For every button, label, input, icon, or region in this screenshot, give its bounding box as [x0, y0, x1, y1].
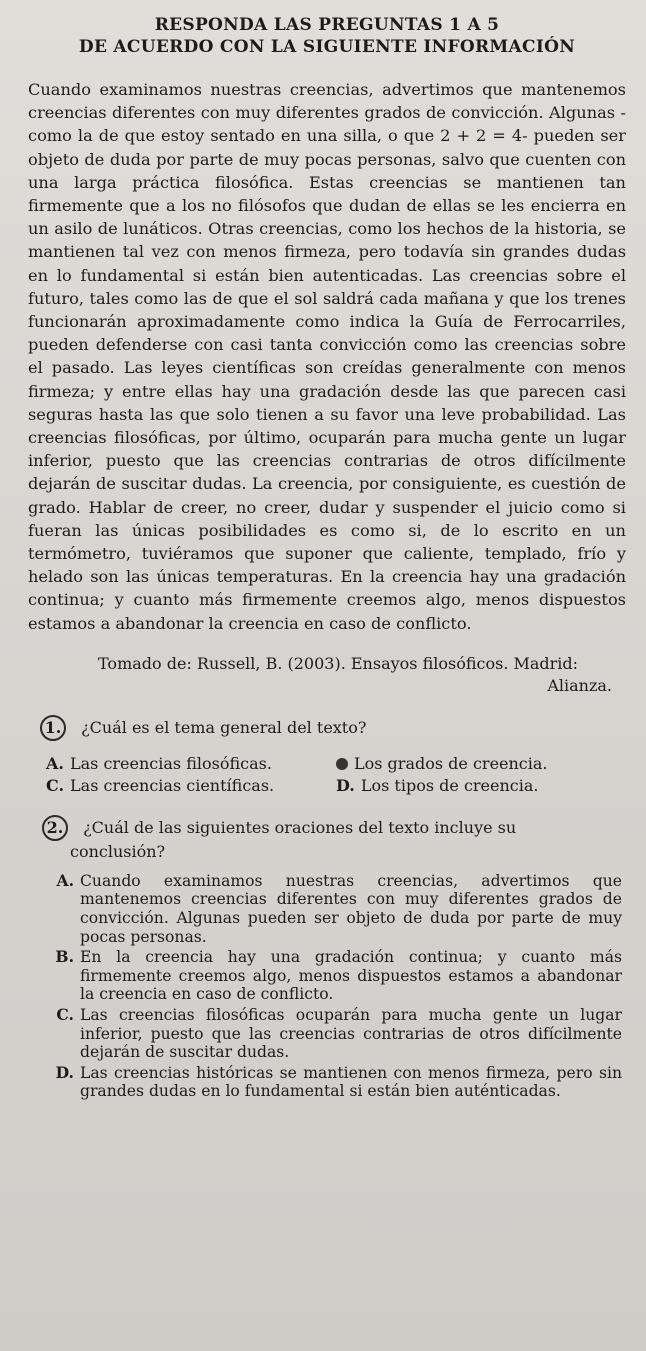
q1-option-a[interactable]: [46, 753, 336, 775]
question-2-options: [28, 872, 626, 1101]
citation-line-1: Tomado de: Russell, B. (2003). Ensayos filosóficos. Madrid:: [98, 653, 579, 673]
question-1-stem: ¿Cuál es el tema general del texto?: [81, 717, 367, 737]
q2-option-d[interactable]: [28, 1064, 626, 1101]
source-citation: [28, 653, 626, 697]
option-text: Cuando examinamos nuestras creencias, advertimos que mantenemos creencias diferentes con muy diferentes grados de convicción. Algunas pueden ser objeto de duda por parte de muy pocas personas.: [80, 871, 622, 946]
option-letter: B.: [55, 947, 74, 967]
question-1-number: 1.: [40, 715, 66, 741]
option-text: Las creencias científicas.: [70, 775, 275, 795]
option-letter: A.: [46, 753, 64, 773]
q1-option-c[interactable]: [46, 775, 336, 797]
option-text: Los tipos de creencia.: [360, 775, 539, 795]
reading-passage: Cuando examinamos nuestras creencias, advertimos que mantenemos creencias diferentes con muy diferentes grados de convicción. Algunas -como la de que estoy sentado en una silla, o que 2 + 2 = 4- pueden ser objeto de duda por parte de muy pocas personas, salvo que cuenten con una larga práctica filosófica. Estas creencias se mantienen tan firmemente que a los no filósofos que dudan de ellas se les encierra en un asilo de lunáticos. Otras creencias, como los hechos de la historia, se mantienen tal vez con menos firmeza, pero todavía sin grandes dudas en lo fundamental si están bien autenticadas. Las creencias sobre el futuro, tales como las de que el sol saldrá cada mañana y que los trenes funcionarán aproximadamente como indica la Guía de Ferrocarriles, pueden defenderse con casi tanta convicción como las creencias sobre el pasado. Las leyes científicas son creídas generalmente con menos firmeza; y entre ellas hay una gradación desde las que parecen casi seguras hasta las que solo tienen a su favor una leve probabilidad. Las creencias filosóficas, por último, ocuparán para mucha gente un lugar inferior, puesto que las creencias contrarias de otros difícilmente dejarán de suscitar dudas. La creencia, por consiguiente, es cuestión de grado. Hablar de creer, no creer, dudar y suspender el juicio como si fueran las únicas posibilidades es como si, de lo escrito en un termómetro, tuviéramos que suponer que caliente, templado, frío y helado son las únicas temperaturas. En la creencia hay una gradación continua; y cuanto más firmemente creemos algo, menos dispuestos estamos a abandonar la creencia en caso de conflicto.: [28, 80, 626, 633]
question-2-stem: ¿Cuál de las siguientes oraciones del texto incluye su: [83, 817, 517, 837]
option-text: Los grados de creencia.: [354, 753, 548, 773]
option-text: Las creencias filosóficas ocuparán para mucha gente un lugar inferior, puesto que las creencias contrarias de otros difícilmente dejarán de suscitar dudas.: [80, 1006, 622, 1062]
question-2-number: 2.: [42, 815, 68, 841]
header-line-1: RESPONDA LAS PREGUNTAS 1 A 5: [154, 15, 500, 35]
citation-line-2: Alianza.: [547, 675, 612, 695]
question-1-options: [46, 753, 626, 797]
q2-option-a[interactable]: [28, 872, 626, 946]
q2-option-b[interactable]: [28, 948, 626, 1004]
q1-option-b[interactable]: [336, 753, 626, 775]
option-letter: A.: [56, 870, 74, 890]
option-text: Las creencias históricas se mantienen con menos firmeza, pero sin grandes dudas en lo fundamental si están bien auténticadas.: [80, 1063, 622, 1101]
section-header: [28, 14, 626, 58]
q2-option-c[interactable]: [28, 1006, 626, 1062]
option-letter: D.: [336, 775, 355, 795]
header-line-2: DE ACUERDO CON LA SIGUIENTE INFORMACIÓN: [78, 37, 576, 57]
selected-answer-mark-icon: [336, 758, 348, 770]
option-letter: C.: [56, 1005, 74, 1025]
option-text: En la creencia hay una gradación continua; y cuanto más firmemente creemos algo, menos dispuestos estamos a abandonar la creencia en caso de conflicto.: [80, 948, 622, 1004]
option-text: Las creencias filosóficas.: [69, 753, 272, 773]
option-letter: C.: [46, 775, 65, 795]
question-1: [28, 715, 626, 741]
q1-option-d[interactable]: [336, 775, 626, 797]
question-2: [28, 815, 626, 1101]
question-2-stem-cont: conclusión?: [70, 841, 166, 861]
option-letter: D.: [55, 1062, 74, 1082]
